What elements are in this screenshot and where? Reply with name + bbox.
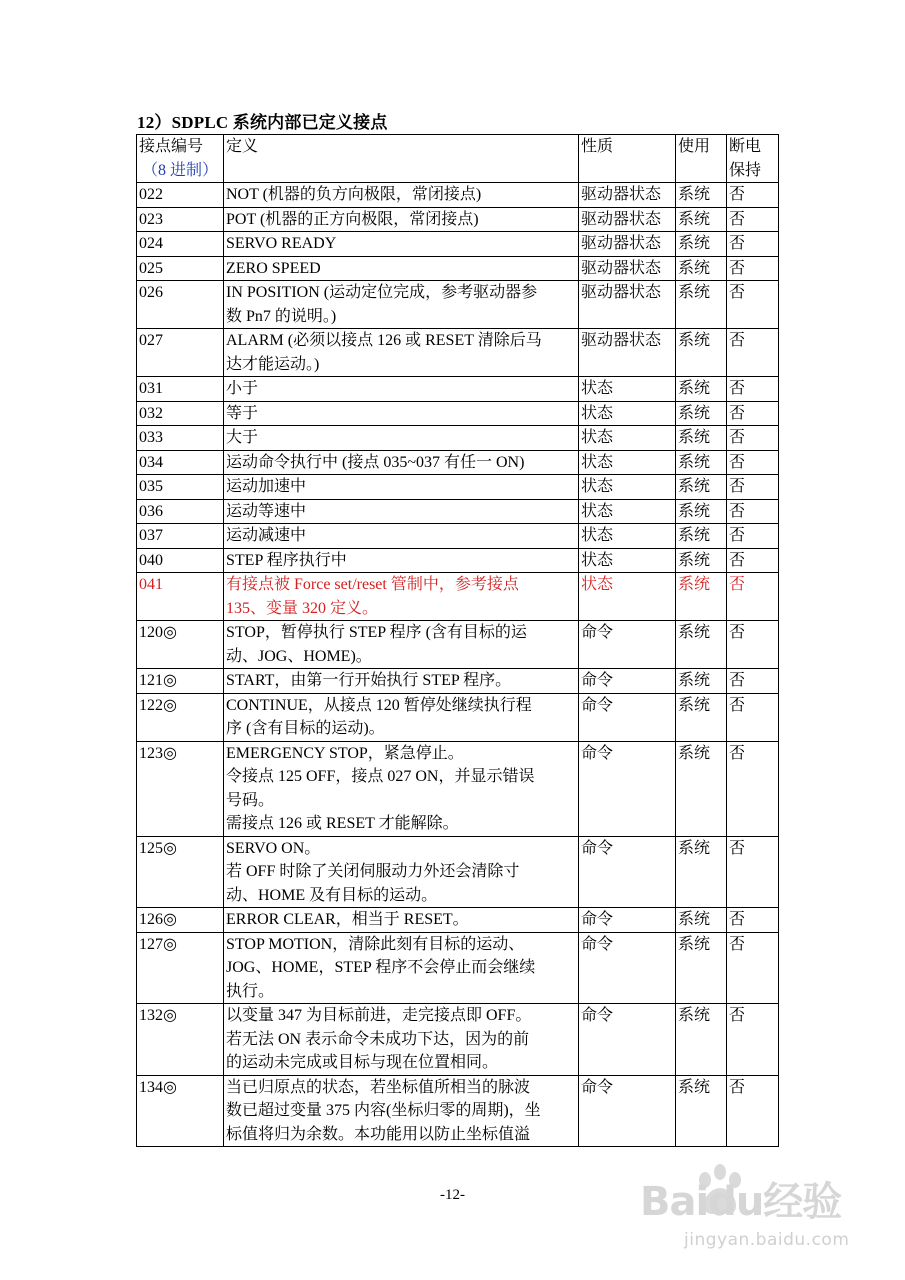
table-row <box>137 621 779 669</box>
contact-number-cell: 125◎ <box>137 836 224 908</box>
contact-number-cell: 123◎ <box>137 741 224 836</box>
nature-cell: 命令 <box>579 693 676 741</box>
contact-number-cell: 036 <box>137 499 224 524</box>
retention-cell: 否 <box>727 281 779 329</box>
definition-line: 的运动未完成或目标与现在位置相同。 <box>226 1054 499 1071</box>
retention-cell: 否 <box>727 401 779 426</box>
usage-cell: 系统 <box>676 281 727 329</box>
usage-cell: 系统 <box>676 932 727 1004</box>
definition-line: 数 Pn7 的说明。) <box>226 307 337 325</box>
definition-cell <box>224 256 579 281</box>
definition-line: 135、变量 320 定义。 <box>226 599 379 617</box>
definition-line: 动、HOME 及有目标的运动。 <box>226 886 438 904</box>
nature-cell: 驱动器状态 <box>579 232 676 257</box>
nature-cell: 状态 <box>579 573 676 621</box>
definition-line: CONTINUE，从接点 120 暂停处继续执行程 <box>226 696 532 714</box>
definition-line: 运动等速中 <box>226 502 307 520</box>
usage-cell: 系统 <box>676 693 727 741</box>
header-retention <box>727 135 779 183</box>
usage-cell: 系统 <box>676 621 727 669</box>
definition-line: 若 OFF 时除了关闭伺服动力外还会清除寸 <box>226 863 520 880</box>
nature-cell: 状态 <box>579 377 676 402</box>
table-row <box>137 573 779 621</box>
definition-cell <box>224 450 579 475</box>
definition-line: START，由第一行开始执行 STEP 程序。 <box>226 672 512 689</box>
definition-line: 有接点被 Force set/reset 管制中，参考接点 <box>226 576 519 593</box>
nature-cell: 状态 <box>579 524 676 549</box>
contact-number-cell: 040 <box>137 548 224 573</box>
nature-cell: 驱动器状态 <box>579 207 676 232</box>
retention-cell: 否 <box>727 908 779 933</box>
header-definition: 定义 <box>224 135 579 183</box>
definition-line: 动、JOG、HOME)。 <box>226 647 372 665</box>
definition-line: 若无法 ON 表示命令未成功下达，因为的前 <box>226 1030 530 1048</box>
header-contact-no-label: 接点编号 <box>139 138 204 155</box>
contact-number-cell: 032 <box>137 401 224 426</box>
watermark-url: jingyan.baidu.com <box>684 1230 850 1250</box>
usage-cell: 系统 <box>676 426 727 451</box>
table-row <box>137 908 779 933</box>
definition-line: ZERO SPEED <box>226 259 321 277</box>
table-row <box>137 281 779 329</box>
header-nature: 性质 <box>579 135 676 183</box>
nature-cell: 命令 <box>579 621 676 669</box>
section-title: 12）SDPLC 系统内部已定义接点 <box>137 113 388 132</box>
header-usage: 使用 <box>676 135 727 183</box>
definition-line: STOP MOTION，清除此刻有目标的运动、 <box>226 935 525 953</box>
usage-cell: 系统 <box>676 377 727 402</box>
definition-cell <box>224 281 579 329</box>
watermark-logo: Baidu经验 <box>640 1179 842 1225</box>
usage-cell: 系统 <box>676 183 727 208</box>
definition-line: 序 (含有目标的运动)。 <box>226 720 385 737</box>
contact-number-cell: 121◎ <box>137 669 224 694</box>
retention-cell: 否 <box>727 256 779 281</box>
contact-number-cell: 026 <box>137 281 224 329</box>
definition-line: 运动命令执行中 (接点 035~037 有任一 ON) <box>226 453 525 471</box>
retention-cell: 否 <box>727 426 779 451</box>
contact-number-cell: 122◎ <box>137 693 224 741</box>
page-number: -12- <box>440 1187 465 1203</box>
definition-cell <box>224 499 579 524</box>
usage-cell: 系统 <box>676 524 727 549</box>
contact-number-cell: 034 <box>137 450 224 475</box>
nature-cell: 驱动器状态 <box>579 256 676 281</box>
retention-cell: 否 <box>727 1075 779 1147</box>
contact-number-cell: 027 <box>137 329 224 377</box>
table-row <box>137 693 779 741</box>
retention-cell: 否 <box>727 207 779 232</box>
definition-line: 数已超过变量 375 内容(坐标归零的周期)，坐 <box>226 1102 541 1119</box>
nature-cell: 驱动器状态 <box>579 183 676 208</box>
contact-number-cell: 126◎ <box>137 908 224 933</box>
nature-cell: 命令 <box>579 932 676 1004</box>
usage-cell: 系统 <box>676 256 727 281</box>
definition-cell <box>224 621 579 669</box>
definition-cell <box>224 401 579 426</box>
nature-cell: 命令 <box>579 669 676 694</box>
definition-line: 运动减速中 <box>226 527 307 544</box>
definition-cell <box>224 669 579 694</box>
table-row <box>137 669 779 694</box>
retention-cell: 否 <box>727 741 779 836</box>
definition-line: 等于 <box>226 404 259 422</box>
table-body <box>137 183 779 1147</box>
retention-cell: 否 <box>727 669 779 694</box>
contact-number-cell: 035 <box>137 475 224 500</box>
definition-line: STEP 程序执行中 <box>226 551 347 569</box>
definition-cell <box>224 932 579 1004</box>
retention-cell: 否 <box>727 450 779 475</box>
table-row <box>137 836 779 908</box>
table-row <box>137 450 779 475</box>
table-row <box>137 207 779 232</box>
retention-cell: 否 <box>727 499 779 524</box>
definition-cell <box>224 741 579 836</box>
contact-number-cell: 037 <box>137 524 224 549</box>
definition-cell <box>224 836 579 908</box>
definition-line: NOT (机器的负方向极限，常闭接点) <box>226 186 482 203</box>
retention-cell: 否 <box>727 475 779 500</box>
usage-cell: 系统 <box>676 741 727 836</box>
retention-cell: 否 <box>727 1004 779 1076</box>
definition-line: ALARM (必须以接点 126 或 RESET 清除后马 <box>226 332 542 349</box>
usage-cell: 系统 <box>676 669 727 694</box>
nature-cell: 命令 <box>579 836 676 908</box>
retention-cell: 否 <box>727 548 779 573</box>
definition-cell <box>224 426 579 451</box>
contact-number-cell: 024 <box>137 232 224 257</box>
usage-cell: 系统 <box>676 499 727 524</box>
table-row <box>137 329 779 377</box>
usage-cell: 系统 <box>676 232 727 257</box>
retention-cell: 否 <box>727 183 779 208</box>
contact-number-cell: 023 <box>137 207 224 232</box>
retention-cell: 否 <box>727 573 779 621</box>
definition-line: ERROR CLEAR，相当于 RESET。 <box>226 911 469 928</box>
definition-cell <box>224 693 579 741</box>
retention-cell: 否 <box>727 932 779 1004</box>
definition-cell <box>224 475 579 500</box>
table-row <box>137 256 779 281</box>
nature-cell: 驱动器状态 <box>579 281 676 329</box>
table-row <box>137 401 779 426</box>
definition-cell <box>224 1004 579 1076</box>
retention-cell: 否 <box>727 232 779 257</box>
nature-cell: 命令 <box>579 908 676 933</box>
definition-cell <box>224 573 579 621</box>
contact-number-cell: 025 <box>137 256 224 281</box>
definition-line: 当已归原点的状态，若坐标值所相当的脉波 <box>226 1078 531 1096</box>
definition-cell <box>224 524 579 549</box>
definition-cell <box>224 207 579 232</box>
retention-cell: 否 <box>727 524 779 549</box>
definition-line: 大于 <box>226 429 259 446</box>
contact-number-cell: 031 <box>137 377 224 402</box>
contact-table <box>136 134 779 1147</box>
contact-number-cell: 033 <box>137 426 224 451</box>
nature-cell: 命令 <box>579 1075 676 1147</box>
definition-line: 执行。 <box>226 982 275 1000</box>
definition-cell <box>224 1075 579 1147</box>
retention-cell: 否 <box>727 693 779 741</box>
nature-cell: 状态 <box>579 548 676 573</box>
table-row <box>137 232 779 257</box>
table-row <box>137 524 779 549</box>
contact-number-cell: 022 <box>137 183 224 208</box>
table-row <box>137 741 779 836</box>
usage-cell: 系统 <box>676 1075 727 1147</box>
definition-cell <box>224 908 579 933</box>
contact-number-cell: 127◎ <box>137 932 224 1004</box>
nature-cell: 命令 <box>579 741 676 836</box>
definition-line: 号码。 <box>226 791 275 809</box>
contact-number-cell: 134◎ <box>137 1075 224 1147</box>
table-row <box>137 377 779 402</box>
nature-cell: 命令 <box>579 1004 676 1076</box>
table-row <box>137 932 779 1004</box>
retention-cell: 否 <box>727 621 779 669</box>
definition-line: 小于 <box>226 380 259 397</box>
usage-cell: 系统 <box>676 207 727 232</box>
header-retention-line1: 断电 <box>729 138 762 155</box>
usage-cell: 系统 <box>676 329 727 377</box>
nature-cell: 状态 <box>579 499 676 524</box>
definition-cell <box>224 548 579 573</box>
usage-cell: 系统 <box>676 1004 727 1076</box>
table-row <box>137 1075 779 1147</box>
definition-line: EMERGENCY STOP，紧急停止。 <box>226 744 464 762</box>
table-row <box>137 183 779 208</box>
header-contact-no-note: （8 进制） <box>141 161 218 179</box>
usage-cell: 系统 <box>676 401 727 426</box>
definition-line: 以变量 347 为目标前进，走完接点即 OFF。 <box>226 1007 532 1024</box>
definition-line: SERVO READY <box>226 235 337 252</box>
definition-line: 标值将归为余数。本功能用以防止坐标值溢 <box>226 1125 531 1143</box>
table-header-row <box>137 135 779 183</box>
definition-cell <box>224 183 579 208</box>
usage-cell: 系统 <box>676 908 727 933</box>
baidu-watermark <box>640 1160 880 1270</box>
contact-number-cell: 120◎ <box>137 621 224 669</box>
table-row <box>137 548 779 573</box>
nature-cell: 状态 <box>579 475 676 500</box>
definition-line: STOP，暂停执行 STEP 程序 (含有目标的运 <box>226 624 527 641</box>
definition-line: 令接点 125 OFF，接点 027 ON，并显示错误 <box>226 768 535 785</box>
usage-cell: 系统 <box>676 836 727 908</box>
definition-line: SERVO ON。 <box>226 839 321 857</box>
definition-line: 运动加速中 <box>226 478 307 495</box>
usage-cell: 系统 <box>676 548 727 573</box>
nature-cell: 驱动器状态 <box>579 329 676 377</box>
definition-line: JOG、HOME，STEP 程序不会停止而会继续 <box>226 959 536 976</box>
table-row <box>137 426 779 451</box>
definition-line: 需接点 126 或 RESET 才能解除。 <box>226 815 459 832</box>
definition-line: IN POSITION (运动定位完成，参考驱动器参 <box>226 284 538 301</box>
table-row <box>137 499 779 524</box>
nature-cell: 状态 <box>579 426 676 451</box>
retention-cell: 否 <box>727 377 779 402</box>
contact-number-cell: 132◎ <box>137 1004 224 1076</box>
table-row <box>137 1004 779 1076</box>
definition-cell <box>224 232 579 257</box>
usage-cell: 系统 <box>676 450 727 475</box>
contact-number-cell: 041 <box>137 573 224 621</box>
definition-line: POT (机器的正方向极限，常闭接点) <box>226 210 479 228</box>
retention-cell: 否 <box>727 329 779 377</box>
header-contact-no <box>137 135 224 183</box>
nature-cell: 状态 <box>579 401 676 426</box>
definition-cell <box>224 377 579 402</box>
definition-cell <box>224 329 579 377</box>
table-row <box>137 475 779 500</box>
nature-cell: 状态 <box>579 450 676 475</box>
definition-line: 达才能运动。) <box>226 355 320 373</box>
usage-cell: 系统 <box>676 573 727 621</box>
usage-cell: 系统 <box>676 475 727 500</box>
header-retention-line2: 保持 <box>729 161 762 179</box>
retention-cell: 否 <box>727 836 779 908</box>
